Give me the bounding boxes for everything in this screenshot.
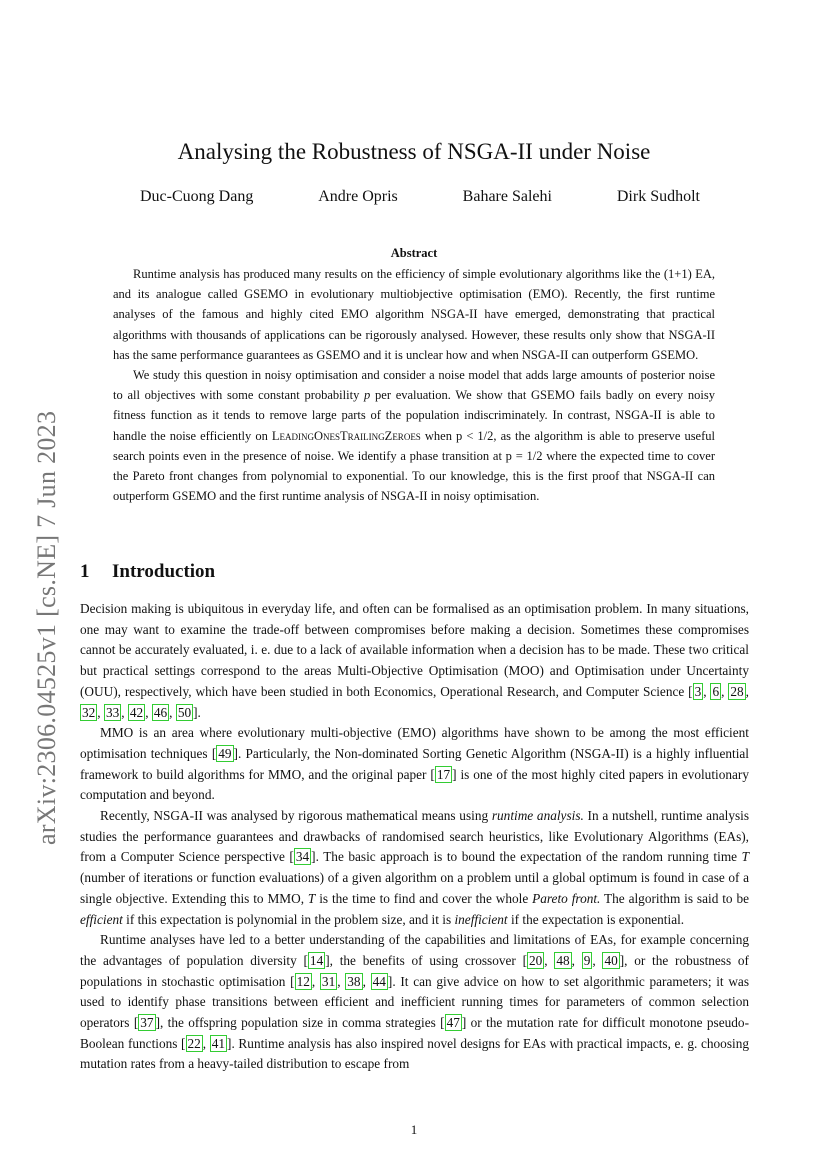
citation-link[interactable]: 32 bbox=[82, 704, 96, 720]
citation-link[interactable]: 47 bbox=[446, 1015, 460, 1031]
function-name: LeadingOnesTrailingZeroes bbox=[271, 428, 421, 443]
citation-link[interactable]: 17 bbox=[436, 766, 451, 782]
citation-link[interactable]: 20 bbox=[529, 952, 543, 968]
citation-link[interactable]: 3 bbox=[694, 683, 702, 699]
author-list bbox=[140, 186, 700, 208]
body-paragraph: Recently, NSGA-II was analysed by rigorous mathematical means using runtime analysis. In a nutshell, runtime analysis studies the performance guarantees and drawbacks of randomised search heuristics, like Evolutionary Algorithms (EAs), from a Computer Science perspective [ 34 ]. The basic approach is to bound the expectation of the random running time T (number of iterations or function evaluations) of a given algorithm on a problem until a global optimum is found in case of a single objective. Extending this to MMO, T is the time to find and cover the whole Pareto front. The algorithm is said to be efficient if this expectation is polynomial in the problem size, and it is inefficient if the expectation is exponential. bbox=[80, 808, 750, 927]
abstract-heading: Abstract bbox=[390, 246, 438, 260]
body-paragraph: Runtime analyses have led to a better understanding of the capabilities and limitations of EAs, for example concerning the advantages of population diversity [ 14 ], the benefits of using crossover [ 20 , 48 , 9 , 40 ], or the robustness of populations in stochastic optimisation [ 12 , 31 , 38 , 44 ]. It can give advice on how to set algorithmic parameters; it was used to identify phase transitions between efficient and inefficient running times for parameters of common selection operators [ 37 ], the offspring population size in comma strategies [ 47 ] or the mutation rate for difficult monotone pseudo-Boolean functions [ 22 , 41 ]. Runtime analysis has also inspired novel designs for EAs with practical impacts, e. g. choosing mutation rates from a heavy-tailed distribution to escape from bbox=[80, 932, 750, 1072]
author-name: Duc-Cuong Dang bbox=[140, 188, 254, 205]
citation-link[interactable]: 12 bbox=[296, 973, 310, 989]
citation-link[interactable]: 31 bbox=[321, 973, 336, 989]
section-heading bbox=[80, 559, 215, 585]
body-text bbox=[80, 599, 749, 1075]
citation-link[interactable]: 22 bbox=[187, 1035, 201, 1051]
author-name: Andre Opris bbox=[318, 188, 398, 205]
abstract-paragraph: Runtime analysis has produced many results on the efficiency of simple evolutionary algorithms like the (1+1) EA, and its analogue called GSEMO in evolutionary multiobjective optimisation (EMO). Recently, the first runtime analyses of the famous and highly cited EMO algorithm NSGA-II have emerged, demonstrating that practical algorithms with thousands of applications can be rigorously analysed. However, these results only show that NSGA-II has the same performance guarantees as GSEMO and it is unclear how and when NSGA-II can outperform GSEMO. bbox=[113, 267, 715, 362]
citation-link[interactable]: 46 bbox=[153, 704, 168, 720]
citation-link[interactable]: 14 bbox=[309, 952, 324, 968]
body-paragraph: MMO is an area where evolutionary multi-objective (EMO) algorithms have shown to be among the most efficient optimisation techniques [ 49 ]. Particularly, the Non-dominated Sorting Genetic Algorithm (NSGA-II) is a highly influential framework to build algorithms for MMO, and the original paper [ 17 ] is one of the most highly cited papers in evolutionary computation and beyond. bbox=[80, 725, 749, 803]
citation-link[interactable]: 50 bbox=[177, 704, 192, 720]
citation-link[interactable]: 48 bbox=[556, 952, 570, 968]
abstract-body bbox=[113, 264, 715, 506]
citation-link[interactable]: 44 bbox=[372, 973, 386, 989]
citation-link[interactable]: 49 bbox=[218, 745, 232, 761]
paper-title: Analysing the Robustness of NSGA-II under Noise bbox=[177, 139, 651, 164]
arxiv-identifier: arXiv:2306.04525v1 [cs.NE] 7 Jun 2023 bbox=[32, 410, 61, 845]
abstract-paragraph: We study this question in noisy optimisation and consider a noise model that adds large amounts of posterior noise to all objectives with some constant probability p per evaluation. We show that GSEMO fails badly on every noisy fitness function as it tends to remove large parts of the population indiscriminately. In contrast, NSGA-II is able to handle the noise efficiently on LeadingOnesTrailingZeroes when p < 1/2, as the algorithm is able to preserve useful search points even in the presence of noise. We identify a phase transition at p = 1/2 where the expected time to cover the Pareto front changes from polynomial to exponential. To our knowledge, this is the first proof that NSGA-II can outperform GSEMO and the first runtime analysis of NSGA-II in noisy optimisation. bbox=[113, 368, 715, 504]
citation-link[interactable]: 41 bbox=[211, 1035, 226, 1051]
citation-link[interactable]: 33 bbox=[105, 704, 120, 720]
citation-link[interactable]: 38 bbox=[347, 973, 361, 989]
author-name: Dirk Sudholt bbox=[616, 188, 700, 205]
section-title: Introduction bbox=[112, 561, 216, 582]
section-number: 1 bbox=[80, 561, 90, 582]
citation-link[interactable]: 42 bbox=[129, 704, 144, 720]
citation-link[interactable]: 9 bbox=[583, 952, 591, 968]
author-name: Bahare Salehi bbox=[462, 188, 552, 205]
citation-link[interactable]: 40 bbox=[604, 952, 618, 968]
citation-link[interactable]: 37 bbox=[140, 1015, 154, 1031]
citation-link[interactable]: 34 bbox=[295, 849, 310, 865]
body-paragraph: Decision making is ubiquitous in everyday life, and often can be formalised as an optimisation problem. In many situations, one may want to examine the trade-off between compromises before making a decision. Sometimes these compromises cannot be accurately evaluated, i. e. due to a lack of available information when a decision has to be made. These two critical but practical settings correspond to the areas Multi-Objective Optimisation (MOO) and Optimisation under Uncertainty (OUU), respectively, which have been studied in both Economics, Operational Research, and Computer Science [ 3 , 6 , 28 , 32 , 33 , 42 , 46 , 50 ]. bbox=[80, 601, 749, 720]
page-number: 1 bbox=[410, 1122, 418, 1137]
citation-link[interactable]: 28 bbox=[730, 683, 744, 699]
citation-link[interactable]: 6 bbox=[712, 683, 720, 699]
